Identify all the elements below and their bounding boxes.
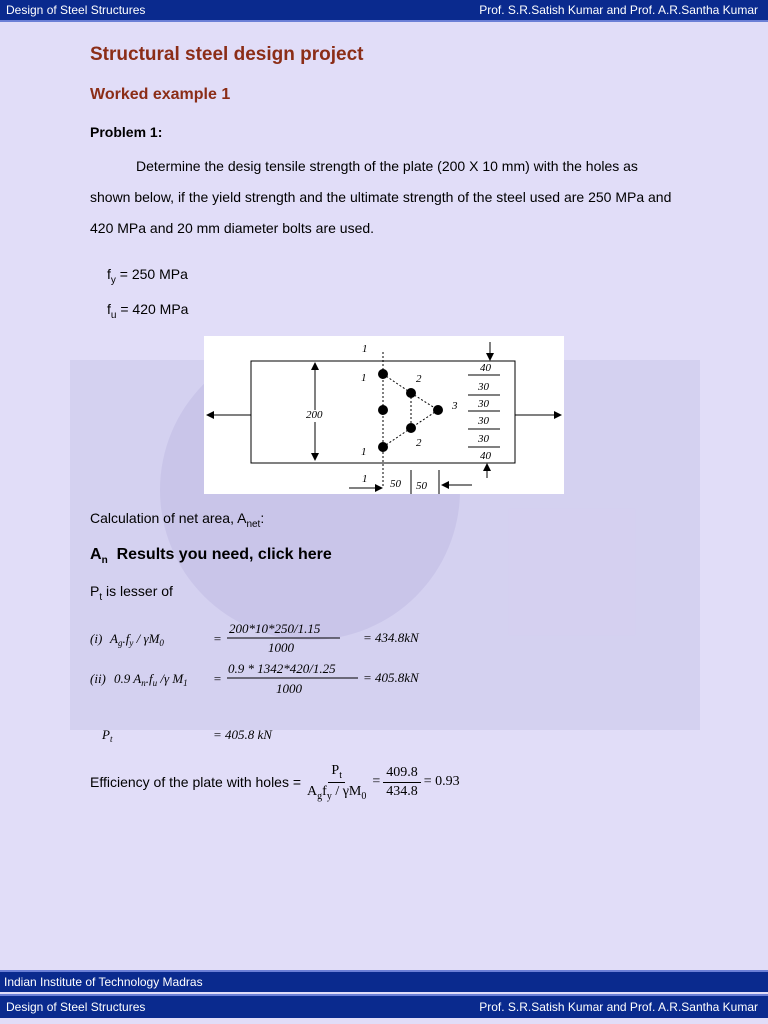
footer-authors: Prof. S.R.Satish Kumar and Prof. A.R.Santha Kumar <box>479 1000 758 1014</box>
net-area-heading <box>90 510 264 530</box>
pitch-label: 30 <box>478 381 489 393</box>
pitch-label: 30 <box>478 398 489 410</box>
efficiency-fraction-2 <box>383 765 421 800</box>
results-sym: A <box>90 546 102 563</box>
efficiency-eq: = <box>372 774 381 789</box>
page-subtitle: Worked example 1 <box>90 86 231 103</box>
efficiency-label: Efficiency of the plate with holes = <box>90 774 302 790</box>
section-label-top: 1 <box>362 343 368 355</box>
fy-line <box>107 266 188 286</box>
eq1-result: = 434.8kN <box>363 630 419 645</box>
fy-val: = 250 MPa <box>115 266 188 282</box>
eq1-label: (i) <box>90 631 103 646</box>
eq1-denominator: 1000 <box>268 640 294 655</box>
efficiency-fraction-1 <box>304 763 369 802</box>
header-course: Design of Steel Structures <box>6 3 146 17</box>
bolt-hole <box>378 442 388 452</box>
pt-result: = 405.8 kN <box>213 727 272 742</box>
footer-course: Design of Steel Structures <box>6 1000 146 1014</box>
footer-institute: Indian Institute of Technology Madras <box>4 975 203 989</box>
results-text[interactable]: Results you need, click here <box>116 546 332 563</box>
efficiency-num1: $P_t$ <box>328 763 345 783</box>
net-area-sub: net <box>246 518 261 530</box>
pt-sym: P <box>90 583 100 599</box>
pt-sub: t <box>99 591 103 603</box>
height-label: 200 <box>306 409 323 421</box>
fu-val: = 420 MPa <box>116 301 189 317</box>
bolt-hole <box>378 405 388 415</box>
bolt-hole <box>378 369 388 379</box>
bolt-hole <box>433 405 443 415</box>
fu-line <box>107 301 188 321</box>
plate-diagram <box>204 336 564 494</box>
efficiency-line <box>90 760 460 804</box>
gauge-label-2: 50 <box>416 480 427 492</box>
eq1-numerator: 200*10*250/1.15 <box>229 621 321 636</box>
fu-sym: f <box>107 301 111 317</box>
efficiency-num2: 409.8 <box>383 765 421 783</box>
pitch-label: 30 <box>478 433 489 445</box>
hole-label: 1 <box>361 446 367 458</box>
eq2-result: = 405.8kN <box>363 670 419 685</box>
eq2-label: (ii) <box>90 671 106 686</box>
eq1-eq: = <box>213 631 222 646</box>
equations-svg <box>88 615 448 750</box>
fy-sym: f <box>107 266 111 282</box>
hole-label: 2 <box>416 437 422 449</box>
eq2-denominator: 1000 <box>276 681 302 696</box>
net-area-text: Calculation of net area, A <box>90 510 247 526</box>
footer-bar <box>0 994 768 1018</box>
hole-label: 3 <box>452 400 458 412</box>
pt-lesser-line <box>90 583 173 603</box>
eq2-lhs: 0.9 $A_n.f_u$ /γ $M_1$ <box>114 671 188 688</box>
fu-sub: u <box>110 309 117 321</box>
plate-figure <box>204 336 564 494</box>
hole-label: 2 <box>416 373 422 385</box>
section-label-bottom: 1 <box>362 473 368 485</box>
pitch-label: 30 <box>478 415 489 427</box>
bolt-hole <box>406 388 416 398</box>
efficiency-result: = 0.93 <box>423 774 460 789</box>
page-title: Structural steel design project <box>90 44 364 65</box>
efficiency-den1: $A_gf_y / \gamma M_0$ <box>307 783 367 802</box>
efficiency-den2: 434.8 <box>386 783 418 799</box>
eq2-eq: = <box>213 671 222 686</box>
hole-label: 1 <box>361 372 367 384</box>
institute-bar <box>0 970 768 992</box>
header-authors: Prof. S.R.Satish Kumar and Prof. A.R.Santha Kumar <box>479 3 758 17</box>
pt-symbol: $P_t$ <box>102 727 113 744</box>
eq1-lhs: $A_g.f_y / \gamma M_0$ <box>110 631 164 648</box>
eq2-numerator: 0.9 * 1342*420/1.25 <box>228 661 336 676</box>
problem-label: Problem 1: <box>90 124 163 140</box>
header-bar <box>0 0 768 22</box>
problem-text-body: Determine the desig tensile strength of the plate (200 X 10 mm) with the holes as shown below, if the yield strength and the ultimate strength of the steel used are 250 MPa and 420 MPa and 20 mm diameter bolts are used. <box>90 158 672 236</box>
net-area-suffix: : <box>260 510 265 526</box>
results-link[interactable] <box>90 546 332 566</box>
results-sub: n <box>101 555 108 567</box>
problem-text <box>90 151 680 244</box>
pitch-label: 40 <box>480 450 491 462</box>
fy-sub: y <box>110 274 116 286</box>
pitch-label: 40 <box>480 362 491 374</box>
bolt-hole <box>406 423 416 433</box>
pt-text: is lesser of <box>102 583 173 599</box>
equations-block <box>88 615 448 750</box>
gauge-label-1: 50 <box>390 478 401 490</box>
